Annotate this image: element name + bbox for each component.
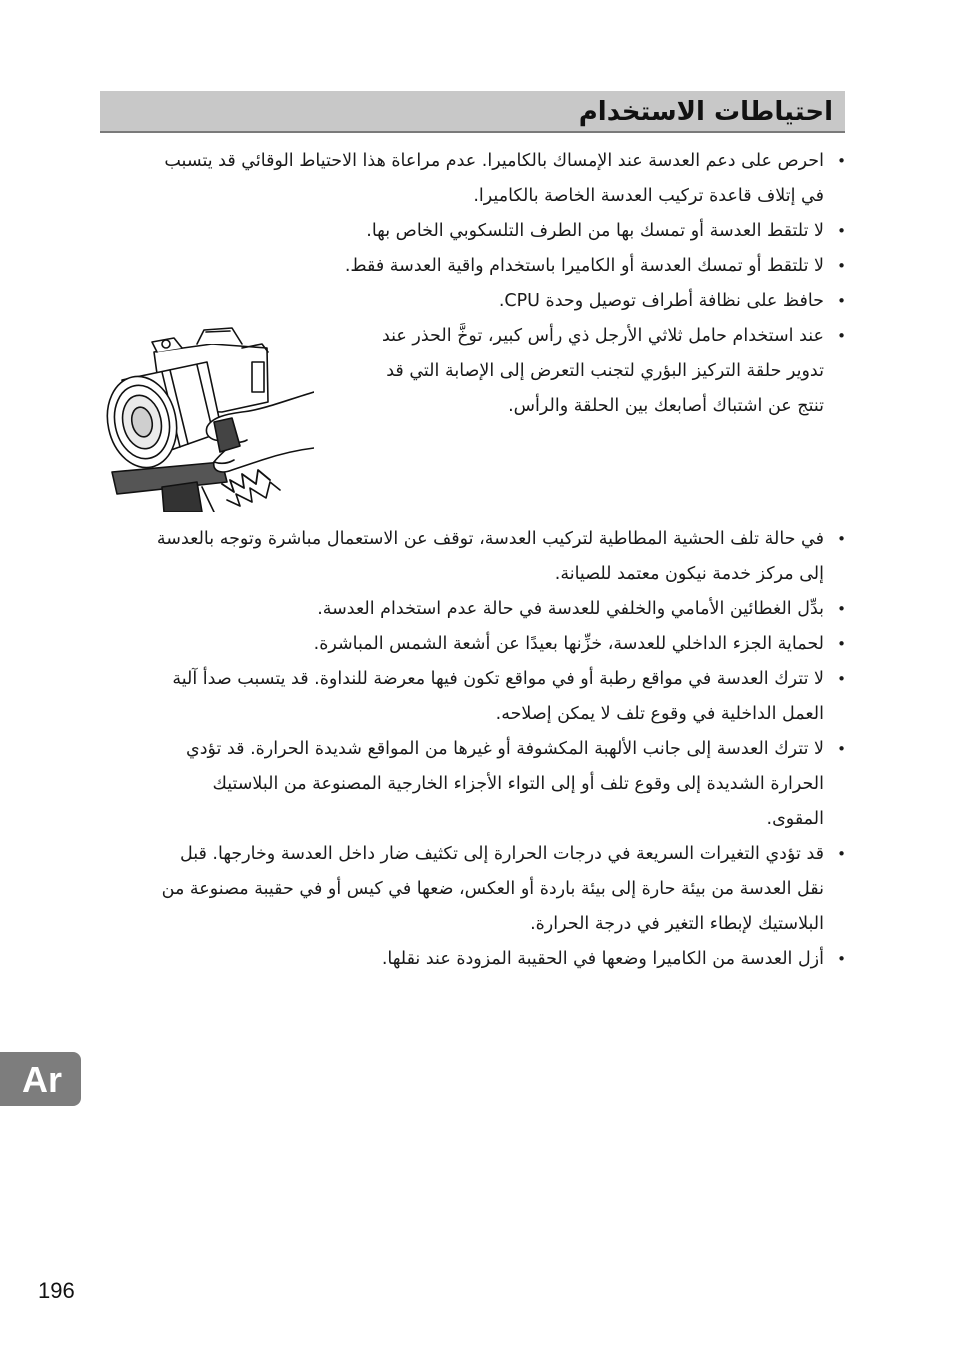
bullet-transport: • أزل العدسة من الكاميرا وضعها في الحقيبة المزودة عند نقلها. <box>156 942 846 977</box>
bullet-lens-caps: • بدِّل الغطائين الأمامي والخلفي للعدسة في حالة عدم استخدام العدسة. <box>156 592 846 627</box>
bullet-sunlight: • لحماية الجزء الداخلي للعدسة، خزِّنها بعيدًا عن أشعة الشمس المباشرة. <box>156 627 846 662</box>
bullet-heat: • لا تترك العدسة إلى جانب الألهبة المكشوفة أو غيرها من المواقع شديدة الحرارة. قد تؤدي الحرارة الشديدة إلى وقوع تلف أو إلى التواء الأجزاء الخارجية المصنوعة من البلاستيك المقوى. <box>156 732 846 837</box>
bullet-rubber-gasket: • في حالة تلف الحشية المطاطية لتركيب العدسة، توقف عن الاستعمال مباشرة وتوجه بالعدسة إلى مركز خدمة نيكون معتمد للصيانة. <box>156 522 846 592</box>
section-header-bar <box>100 91 845 133</box>
language-tab-label: Ar <box>22 1059 63 1100</box>
bullet-support-lens: • احرص على دعم العدسة عند الإمساك بالكاميرا. عدم مراعاة هذا الاحتياط الوقائي قد يتسبب في إتلاف قاعدة تركيب العدسة الخاصة بالكاميرا. <box>146 144 846 214</box>
bullet-lens-hood: • لا تلتقط أو تمسك العدسة أو الكاميرا باستخدام واقية العدسة فقط. <box>146 249 846 284</box>
bullet-humidity: • لا تترك العدسة في مواقع رطبة أو في مواقع تكون فيها معرضة للنداوة. قد يتسبب صدأ آلية العمل الداخلية في وقوع تلف لا يمكن إصلاحه. <box>156 662 846 732</box>
precautions-list-bottom <box>156 522 846 977</box>
language-tab <box>0 1052 81 1106</box>
bullet-tripod-head: • عند استخدام حامل ثلاثي الأرجل ذي رأس كبير، توخَّ الحذر عند تدوير حلقة التركيز البؤري لتجنب التعرض إلى الإصابة التي قد تنتج عن اشتباك أصابعك بين الحلقة والرأس. <box>354 319 846 424</box>
bullet-cpu-contacts: • حافظ على نظافة أطراف توصيل وحدة CPU. <box>146 284 846 319</box>
bullet-temperature-change: • قد تؤدي التغيرات السريعة في درجات الحرارة إلى تكثيف ضار داخل العدسة وخارجها. قبل نقل العدسة من بيئة حارة إلى بيئة باردة أو العكس، ضعها في كيس أو في حقيبة مصنوعة من البلاستيك لإبطاء التغير في درجة الحرارة. <box>156 837 846 942</box>
camera-tripod-illustration <box>102 322 314 512</box>
page-number: 196 <box>38 1278 75 1303</box>
bullet-telescopic-end: • لا تلتقط العدسة أو تمسك بها من الطرف التلسكوبي الخاص بها. <box>146 214 846 249</box>
section-title: احتياطات الاستخدام <box>578 97 833 127</box>
